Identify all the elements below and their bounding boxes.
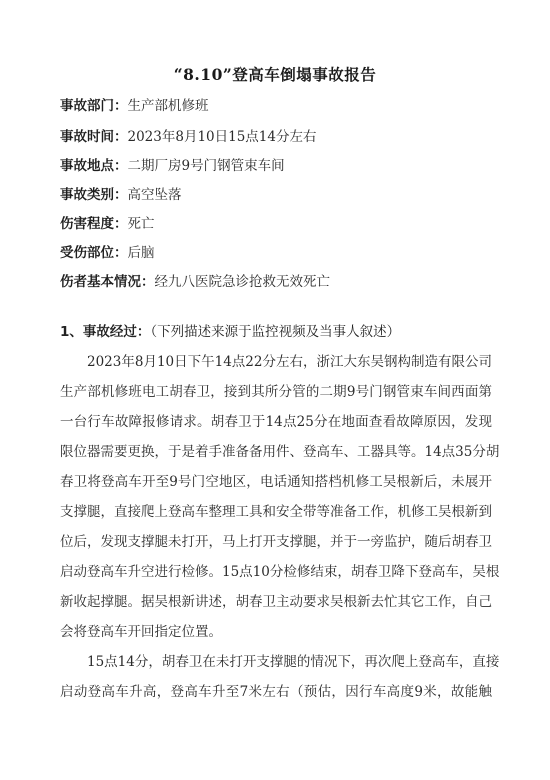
field-department — [60, 97, 209, 115]
paragraph-line: 支撑腿，直接爬上登高车整理工具和安全带等准备工作，机修工吴根新到 — [60, 504, 492, 520]
field-location — [60, 157, 285, 175]
field-value: 生产部机修班 — [127, 98, 209, 114]
field-casualty-info — [60, 273, 330, 291]
field-label: 事故时间： — [60, 129, 128, 145]
paragraph-line: 生产部机修班电工胡春卫，接到其所分管的二期9号门钢管束车间西面第 — [60, 384, 492, 400]
field-value: 死亡 — [127, 216, 155, 232]
field-time — [60, 128, 316, 146]
paragraph-line: 2023年8月10日下午14点22分左右，浙江大东吴钢构制造有限公司 — [87, 354, 492, 370]
paragraph-line: 一台行车故障报修请求。胡春卫于14点25分在地面查看故障原因，发现 — [60, 414, 492, 430]
field-label: 伤害程度： — [60, 216, 128, 232]
field-value: 经九八医院急诊抢救无效死亡 — [154, 274, 330, 290]
field-severity — [60, 215, 155, 233]
paragraph-line: 15点14分，胡春卫在未打开支撑腿的情况下，再次爬上登高车，直接 — [87, 654, 500, 670]
paragraph-line: 启动登高车升高，登高车升至7米左右（预估，因行车高度9米，故能触 — [60, 684, 492, 700]
section-number: 1、事故经过： — [60, 324, 151, 340]
report-title: “8.10”登高车倒塌事故报告 — [173, 65, 377, 84]
field-category — [60, 186, 182, 204]
paragraph-line: 位后，发现支撑腿未打开，马上打开支撑腿，并于一旁监护，随后胡春卫 — [60, 534, 492, 550]
field-value: 2023年8月10日15点14分左右 — [127, 129, 317, 145]
field-label: 事故部门： — [60, 98, 128, 114]
field-value: 后脑 — [127, 245, 155, 261]
field-injury-part — [60, 244, 155, 262]
field-label: 伤者基本情况： — [60, 274, 155, 290]
paragraph-line: 启动登高车升空进行检修。15点10分检修结束，胡春卫降下登高车，吴根 — [60, 564, 500, 580]
field-label: 事故类别： — [60, 187, 128, 203]
paragraph-line: 会将登高车开回指定位置。 — [60, 624, 222, 640]
paragraph-line: 限位器需要更换，于是着手准备备用件、登高车、工器具等。14点35分胡 — [60, 444, 500, 460]
field-value: 二期厂房9号门钢管束车间 — [127, 158, 285, 174]
section-note: （下列描述来源于监控视频及当事人叙述） — [150, 324, 401, 340]
field-label: 受伤部位： — [60, 245, 128, 261]
field-label: 事故地点： — [60, 158, 128, 174]
paragraph-line: 春卫将登高车开至9号门空地区，电话通知搭档机修工吴根新后，未展开 — [60, 474, 492, 490]
paragraph-line: 新收起撑腿。据吴根新讲述，胡春卫主动要求吴根新去忙其它工作，自己 — [60, 594, 492, 610]
field-value: 高空坠落 — [127, 187, 182, 203]
section-heading — [60, 323, 400, 341]
